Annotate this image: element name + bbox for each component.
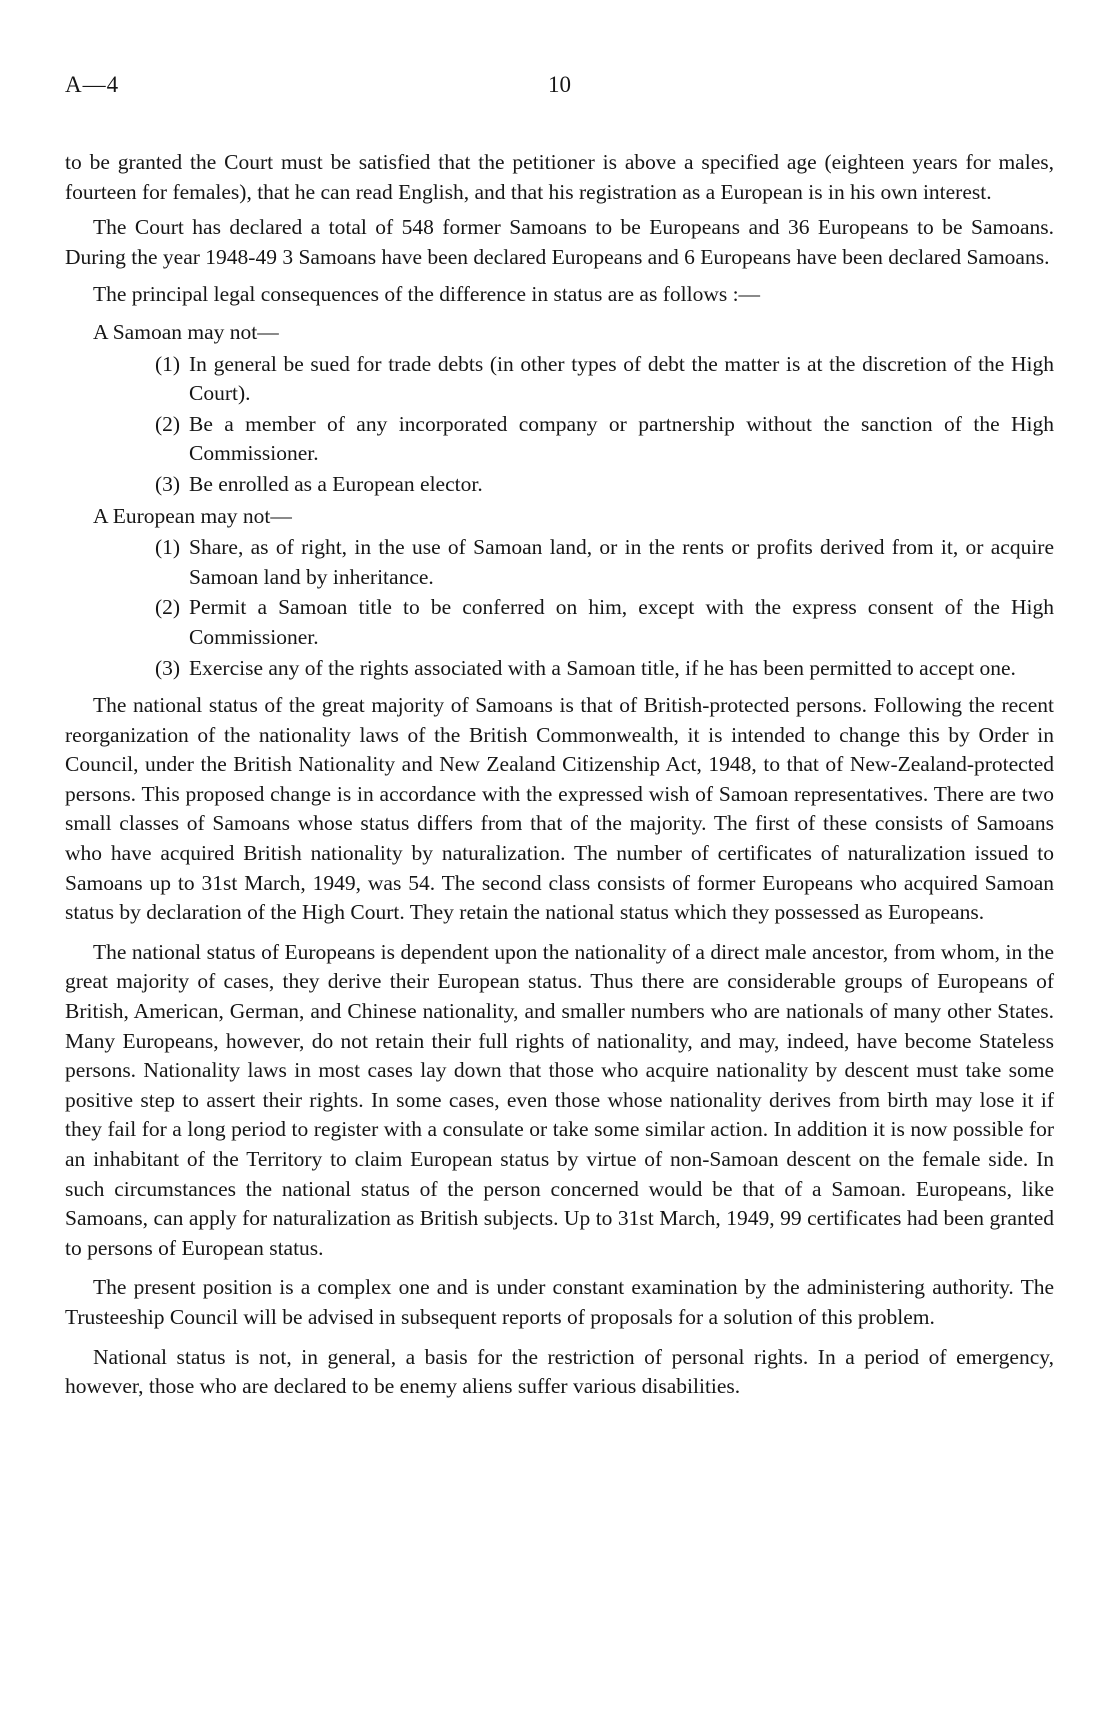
section-code: A—4 [65,72,120,97]
samoan-list-lead: A Samoan may not— [93,319,279,344]
samoan-list-item [65,410,1054,469]
item-text: Exercise any of the rights associated with a Samoan title, if he has been permitted to accept one. [189,655,1016,680]
item-text: Be a member of any incorporated company or partnership without the sanction of the High Commissioner. [189,411,1054,466]
paragraph-personal-rights: National status is not, in general, a basis for the restriction of personal rights. In a period of emergency, however, those who are declared to be enemy aliens suffer various disabilities. [65,1344,1054,1399]
item-number: (1) [155,535,181,560]
page-number: 10 [548,72,571,97]
item-text: Permit a Samoan title to be conferred on him, except with the express consent of the High Commissioner. [189,595,1054,649]
item-text: Share, as of right, in the use of Samoan land, or in the rents or profits derived from it, or acquire Samoan land by inheritance. [189,535,1054,589]
item-number: (3) [155,655,181,680]
european-list-lead: A European may not— [93,503,292,528]
item-number: (2) [155,595,181,620]
item-number: (2) [155,411,181,436]
item-text: In general be sued for trade debts (in other types of debt the matter is at the discretion of the High Court). [189,351,1054,406]
paragraph-present-position: The present position is a complex one and is under constant examination by the administering authority. The Trusteeship Council will be advised in subsequent reports of proposals for a solution of this problem. [65,1275,1054,1329]
document-body [65,148,1054,1410]
paragraph-samoan-national-status: The national status of the great majority of Samoans is that of British-protected persons. Following the recent reorganization of the nationality laws of the British Commonwealth, it is intended to change this by Order in Council, under the British Nationality and New Zealand Citizenship Act, 1948, to that of New-Zealand-protected persons. This proposed change is in accordance with the expressed wish of Samoan representatives. There are two small classes of Samoans whose status differs from that of the majority. The first of these consists of Samoans who have acquired British nationality by naturalization. The number of certificates of naturalization issued to Samoans up to 31st March, 1949, was 54. The second class consists of former Europeans who acquired Samoan status by declaration of the High Court. They retain the national status which they possessed as Europeans. [65,693,1054,925]
european-list-item [65,654,1054,684]
paragraph-european-national-status: The national status of Europeans is dependent upon the nationality of a direct male ancestor, from whom, in the great majority of cases, they derive their European status. Thus there are considerable groups of Europeans of British, American, German, and Chinese nationality, and smaller numbers who are nationals of many other States. Many Europeans, however, do not retain their full rights of nationality, and may, indeed, have become Stateless persons. Nationality laws in most cases lay down that those who acquire nationality by descent must take some positive step to assert their rights. In some cases, even those whose nationality derives from birth may lose it if they fail for a long period to register with a consulate or take some similar action. In addition it is now possible for an inhabitant of the Territory to claim European status by virtue of non-Samoan descent on the female side. In such circumstances the national status of the person concerned would be that of a Samoan. Europeans, like Samoans, can apply for naturalization as British subjects. Up to 31st March, 1949, 99 certificates had been granted to persons of European status. [65,939,1054,1260]
paragraph-consequences-intro: The principal legal consequences of the difference in status are as follows :— [93,282,761,307]
paragraph-declarations: The Court has declared a total of 548 former Samoans to be Europeans and 36 Europeans to be Samoans. During the year 1948-49 3 Samoans have been declared Europeans and 6 Europeans have been declared Samoans. [65,215,1054,269]
samoan-list-item [65,470,1054,500]
item-number: (1) [155,351,181,376]
european-list-item [65,593,1054,652]
item-text: Be enrolled as a European elector. [189,471,483,496]
samoan-list-item [65,350,1054,409]
paragraph-continued: to be granted the Court must be satisfied that the petitioner is above a specified age (eighteen years for males, fourteen for females), that he can read English, and that his registration as a European is in his own interest. [65,150,1054,204]
item-number: (3) [155,471,181,496]
page-header [65,72,1054,102]
european-list-item [65,533,1054,592]
